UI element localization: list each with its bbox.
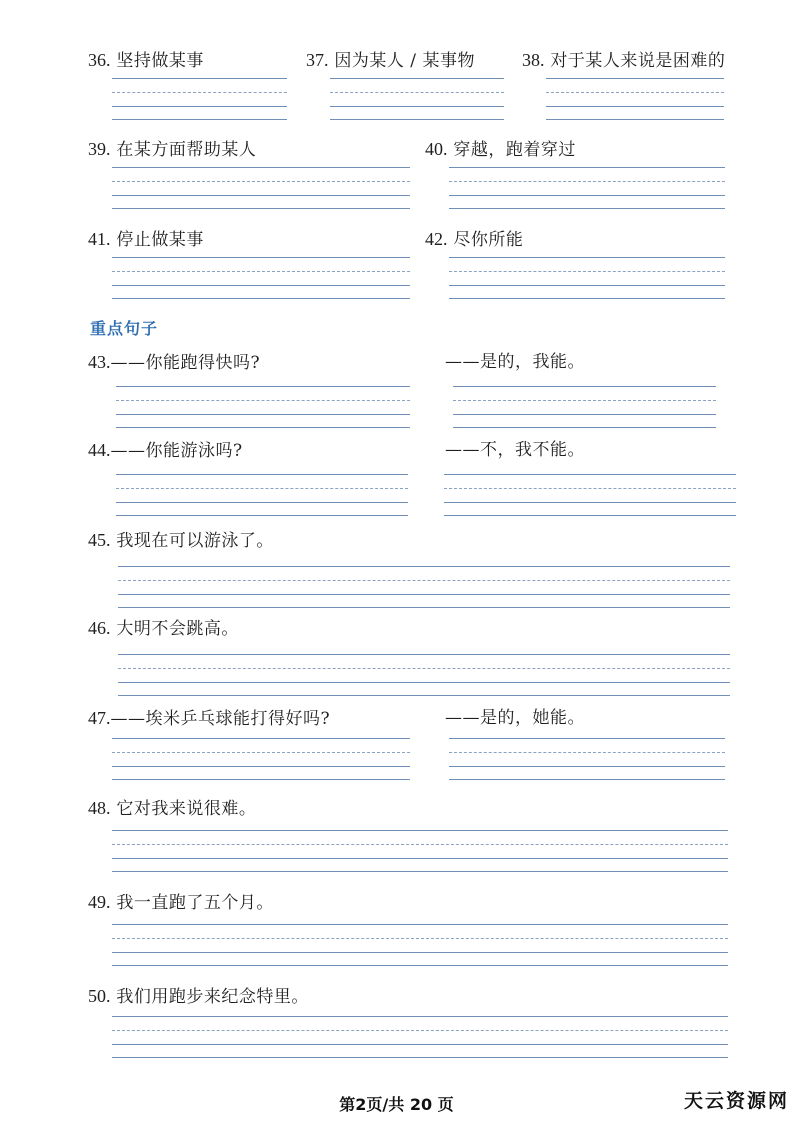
sentence-45-label: 45. 我现在可以游泳了。 xyxy=(88,530,274,551)
phrase-37-label: 37. 因为某人 / 某事物 xyxy=(306,50,475,71)
sentence-50-writing-lines[interactable] xyxy=(112,1016,728,1060)
sentence-50-label: 50. 我们用跑步来纪念特里。 xyxy=(88,986,309,1007)
sentence-45-writing-lines[interactable] xyxy=(118,566,730,610)
phrase-37-writing-lines[interactable] xyxy=(330,78,504,122)
sentence-46-label: 46. 大明不会跳高。 xyxy=(88,618,239,639)
phrase-41-writing-lines[interactable] xyxy=(112,257,410,301)
phrase-39-writing-lines[interactable] xyxy=(112,167,410,211)
sentence-44-answer: ——不，我不能。 xyxy=(445,440,585,460)
sentence-43-writing-lines[interactable] xyxy=(116,386,410,430)
watermark: 天云资源网 xyxy=(683,1090,789,1112)
sentence-47-writing-lines[interactable] xyxy=(112,738,410,782)
section-title: 重点句子 xyxy=(90,319,159,338)
sentence-44-label: 44.——你能游泳吗? xyxy=(88,440,243,461)
sentence-48-label: 48. 它对我来说很难。 xyxy=(88,798,257,819)
phrase-42-label: 42. 尽你所能 xyxy=(425,229,524,250)
sentence-47-answer-lines[interactable] xyxy=(449,738,725,782)
phrase-40-writing-lines[interactable] xyxy=(449,167,725,211)
phrase-38-label: 38. 对于某人来说是困难的 xyxy=(522,50,726,71)
sentence-44-writing-lines[interactable] xyxy=(116,474,408,518)
phrase-38-writing-lines[interactable] xyxy=(546,78,724,122)
page-number: 第2页/共 20 页 xyxy=(339,1095,454,1114)
sentence-47-answer: ——是的，她能。 xyxy=(445,708,585,728)
sentence-43-answer-lines[interactable] xyxy=(453,386,716,430)
sentence-49-label: 49. 我一直跑了五个月。 xyxy=(88,892,274,913)
sentence-48-writing-lines[interactable] xyxy=(112,830,728,874)
phrase-36-label: 36. 坚持做某事 xyxy=(88,50,204,71)
sentence-43-label: 43.——你能跑得快吗? xyxy=(88,352,261,373)
phrase-40-label: 40. 穿越，跑着穿过 xyxy=(425,139,576,160)
sentence-47-label: 47.——埃米乒乓球能打得好吗? xyxy=(88,708,331,729)
sentence-44-answer-lines[interactable] xyxy=(444,474,736,518)
sentence-49-writing-lines[interactable] xyxy=(112,924,728,968)
sentence-46-writing-lines[interactable] xyxy=(118,654,730,698)
phrase-36-writing-lines[interactable] xyxy=(112,78,287,122)
phrase-39-label: 39. 在某方面帮助某人 xyxy=(88,139,257,160)
phrase-41-label: 41. 停止做某事 xyxy=(88,229,204,250)
sentence-43-answer: ——是的，我能。 xyxy=(445,352,585,372)
phrase-42-writing-lines[interactable] xyxy=(449,257,725,301)
